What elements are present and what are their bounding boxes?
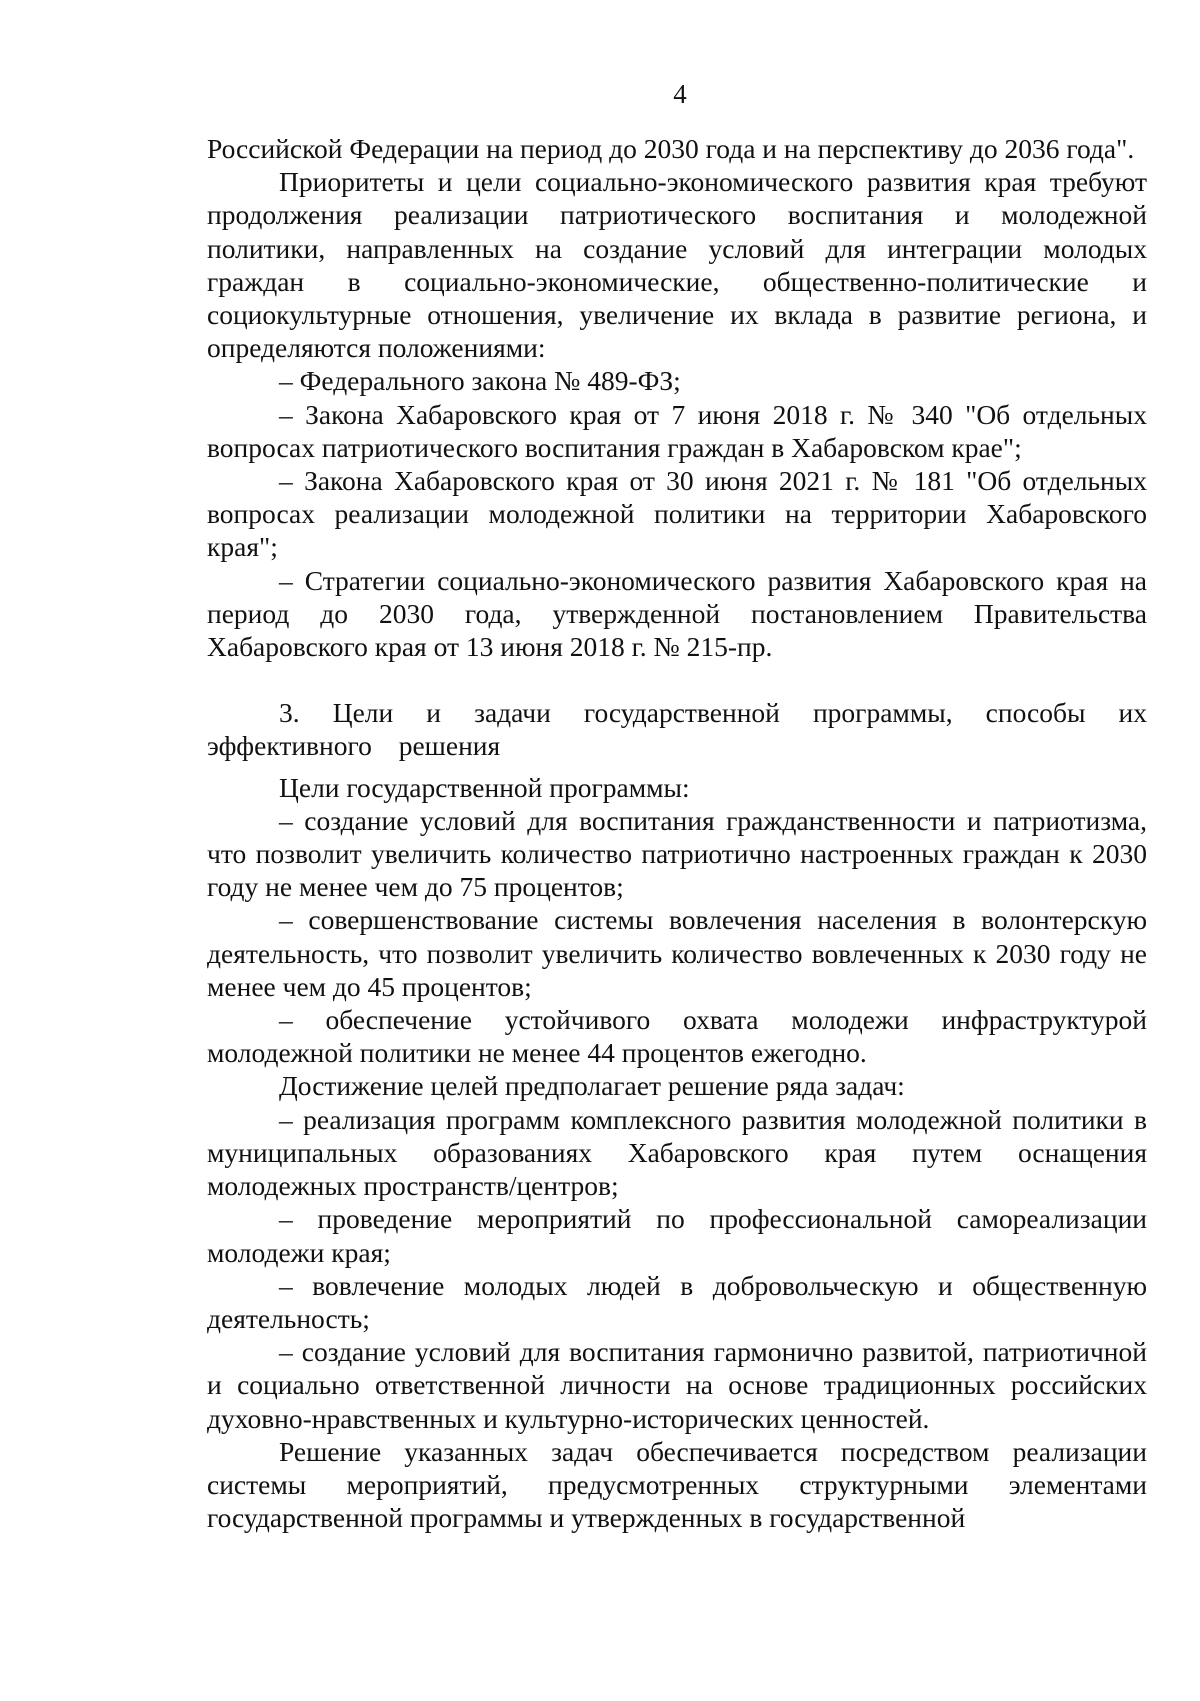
list-item-regional-law-181: – Закона Хабаровского края от 30 июня 2021 г. № 181 "Об отдельных вопросах реализации молодежной политики на территории Хабаровского края"; <box>207 465 1147 563</box>
section-spacer <box>207 663 1147 696</box>
task-item: – создание условий для воспитания гармонично развитой, патриотичной и социально ответственной личности на основе традиционных российских духовно-нравственных и культурно-исторических ценностей. <box>207 1336 1147 1434</box>
tasks-intro: Достижение целей предполагает решение ряда задач: <box>279 1070 905 1102</box>
goal-item: – совершенствование системы вовлечения населения в волонтерскую деятельность, что позволит увеличить количество вовлеченных к 2030 году не менее чем до 45 процентов; <box>207 904 1147 1002</box>
heading-spacer <box>207 763 1147 771</box>
goals-intro: Цели государственной программы: <box>279 771 690 803</box>
list-item-regional-law-340: – Закона Хабаровского края от 7 июня 2018 г. № 340 "Об отдельных вопросах патриотического воспитания граждан в Хабаровском крае"; <box>207 398 1147 463</box>
goal-item: – создание условий для воспитания гражданственности и патриотизма, что позволит увеличить количество патриотично настроенных граждан к 2030 году не менее чем до 75 процентов; <box>207 804 1147 903</box>
task-item: – проведение мероприятий по профессиональной самореализации молодежи края; <box>207 1203 1147 1268</box>
paragraph-priorities: Приоритеты и цели социально-экономического развития края требуют продолжения реализации патриотического воспитания и молодежной политики, направленных на создание условий для интеграции молодых граждан в социально-экономические, общественно-политические и социокультурные отношения, увеличение их вклада в развитие региона, и определяются положениями: <box>207 166 1147 364</box>
page-number: 4 <box>673 79 687 109</box>
list-item-strategy: – Стратегии социально-экономического развития Хабаровского края на период до 2030 года, утвержденной постановлением Правительства Хабаровского края от 13 июня 2018 г. № 215-пр. <box>207 564 1147 663</box>
closing-paragraph: Решение указанных задач обеспечивается посредством реализации системы мероприятий, предусмотренных структурными элементами государственной программы и утвержденных в государственной <box>207 1435 1147 1534</box>
document-body <box>207 132 1147 1534</box>
section-heading: 3. Цели и задачи государственной программы, способы их эффективного решения <box>207 697 1147 762</box>
paragraph-continuation: Российской Федерации на период до 2030 года и на перспективу до 2036 года". <box>207 133 1135 164</box>
list-item-federal-law: – Федерального закона № 489-ФЗ; <box>279 365 681 397</box>
task-item: – реализация программ комплексного развития молодежной политики в муниципальных образованиях Хабаровского края путем оснащения молодежных пространств/центров; <box>207 1103 1147 1202</box>
goal-item: – обеспечение устойчивого охвата молодежи инфраструктурой молодежной политики не менее 44 процентов ежегодно. <box>207 1004 1147 1069</box>
task-item: – вовлечение молодых людей в добровольческую и общественную деятельность; <box>207 1269 1147 1334</box>
